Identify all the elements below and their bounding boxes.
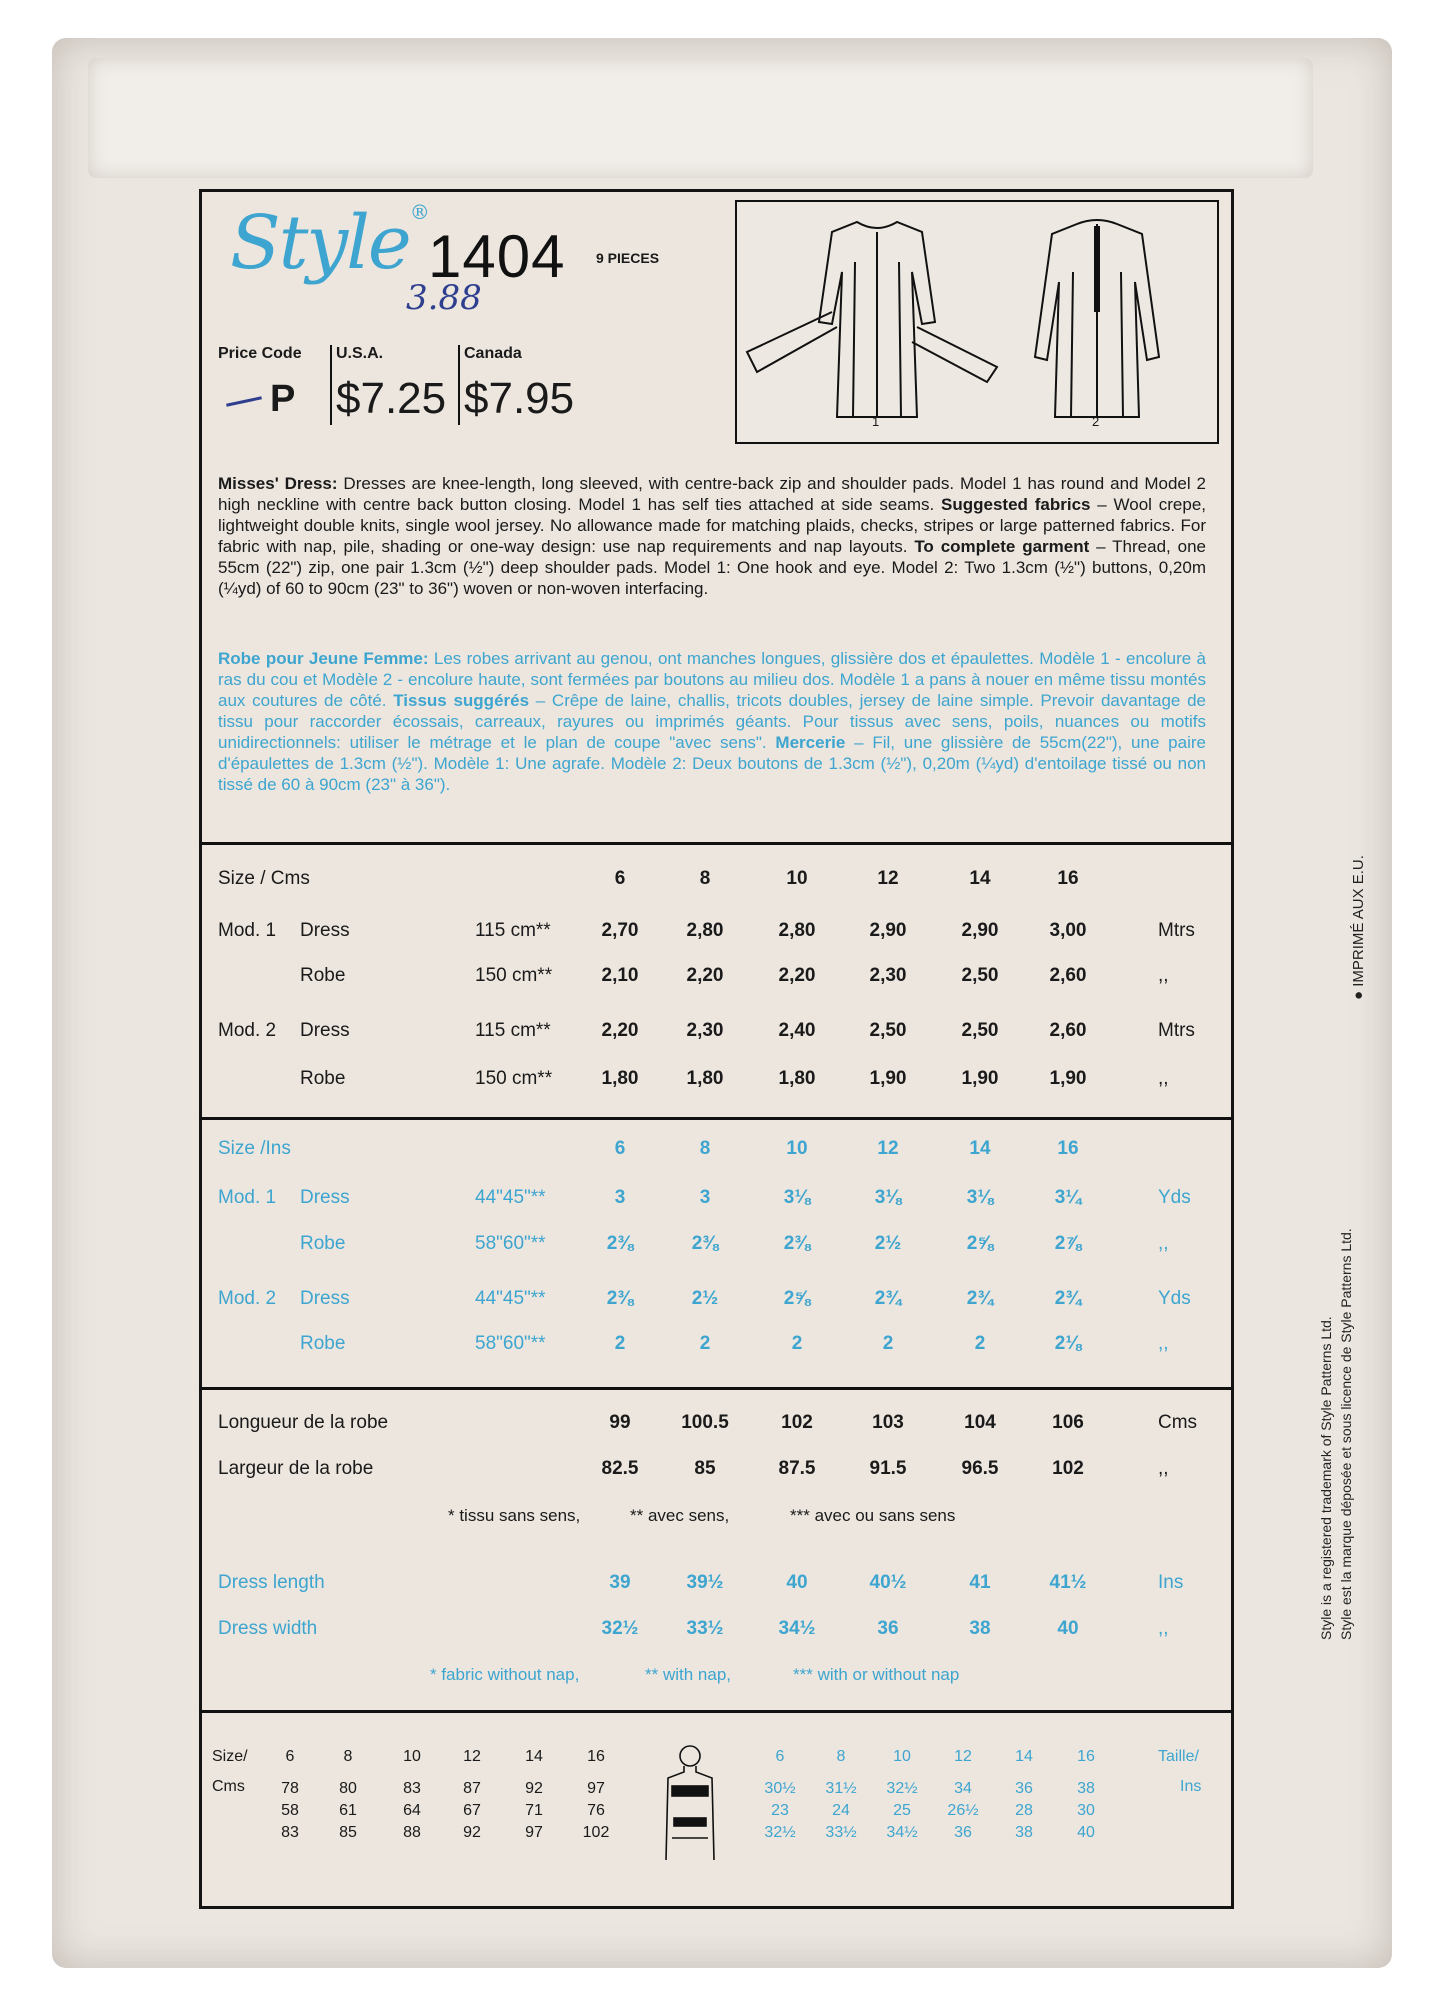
yardage-cell: 2,30 [686, 1020, 724, 1041]
item-label: Dress [300, 920, 350, 941]
french-description: Robe pour Jeune Femme: Les robes arrivant au genou, ont manches longues, glissière dos et épaulettes. Modèle 1 - encolure à ras du cou et Modèle 2 - encolure haute, sont fermées par boutons au milieu dos. Modèle 1 a pans à nouer en même tissu montés aux coutures de côté. Tissus suggérés – Crêpe de laine, challis, tricots doubles, jersey de laine simple. Prevoir davantage de tissu pour raccorder écossais, carreaux, rayures ou imprimés géants. Pour tissus avec sens, poils, nuances ou motifs unidirectionnels: utiliser le métrage et le plan de coupe "avec sens". Mercerie – Fil, une glissière de 55cm(22"), une paire d'épaulettes de 1.3cm (½"). Modèle 1: Une agrafe. Modèle 2: Deux boutons de 1.3cm (½"), 0,20m (¼yd) d'entoilage tissé ou non tissé de 60 à 90cm (23" à 36"). [218, 649, 1206, 794]
size-header-cell: 6 [614, 1138, 626, 1159]
body-measure-cell: 40 [1077, 1824, 1095, 1841]
length-cell: 33½ [686, 1618, 724, 1639]
garment-illustration-box [735, 200, 1219, 444]
model2-label: 2 [1092, 414, 1100, 429]
metric-size-label: Size / Cms [218, 868, 310, 889]
length-cell: 38 [969, 1618, 991, 1639]
yardage-cell: 2⅜ [783, 1233, 811, 1254]
yardage-cell: 2⅜ [691, 1233, 719, 1254]
fabric-width: 150 cm** [475, 1068, 553, 1089]
length-label: Longueur de la robe [218, 1412, 389, 1433]
size-header-cell: 12 [877, 868, 899, 889]
dress-sketches [737, 202, 1217, 442]
unit-label: ,, [1158, 1618, 1169, 1639]
fabric-width: 44"45"** [475, 1288, 546, 1309]
item-label: Robe [300, 1068, 346, 1089]
length-label: Dress width [218, 1618, 318, 1639]
length-cell: 41 [969, 1572, 991, 1593]
body-measure-cell: 28 [1015, 1802, 1033, 1819]
body-size-cell: 16 [1077, 1748, 1095, 1765]
fabric-width: 58"60"** [475, 1233, 546, 1254]
length-label: Largeur de la robe [218, 1458, 374, 1479]
length-label: Dress length [218, 1572, 325, 1593]
model-label: Mod. 2 [218, 1288, 277, 1309]
yardage-cell: 3⅛ [783, 1187, 811, 1208]
fabric-width: 150 cm** [475, 965, 553, 986]
size-header-cell: 6 [614, 868, 626, 889]
body-size-cell: 8 [343, 1748, 353, 1765]
length-cell: 103 [872, 1412, 904, 1433]
yardage-cell: 2 [974, 1333, 986, 1354]
yardage-cell: 2,50 [961, 965, 999, 986]
body-measure-cell: 38 [1077, 1780, 1095, 1797]
length-cell: 40 [1057, 1618, 1079, 1639]
item-label: Robe [300, 1333, 346, 1354]
yardage-cell: 2,20 [686, 965, 724, 986]
handwritten-note: 3.88 [406, 278, 482, 318]
length-cell: 82.5 [601, 1458, 639, 1479]
length-cell: 40 [786, 1572, 808, 1593]
length-cell: 102 [1052, 1458, 1084, 1479]
size-header-cell: 10 [786, 1138, 808, 1159]
body-measure-cell: 30½ [764, 1780, 796, 1797]
style-number: 1404 [428, 223, 566, 290]
figure-icon [658, 1742, 722, 1862]
section-rule [199, 1117, 1234, 1120]
length-cell: 102 [781, 1412, 813, 1433]
fr-footnote-2: ** avec sens, [630, 1506, 730, 1525]
item-label: Dress [300, 1020, 350, 1041]
section-rule [199, 1710, 1234, 1713]
yardage-cell: 3⅛ [874, 1187, 902, 1208]
body-measure-cell: 25 [893, 1802, 911, 1819]
yardage-cell: 1,80 [686, 1068, 724, 1089]
unit-label: ,, [1158, 1458, 1169, 1479]
length-cell: 39 [609, 1572, 631, 1593]
yardage-cell: 3 [699, 1187, 711, 1208]
yardage-cell: 2,50 [961, 1020, 999, 1041]
yardage-cell: 3⅛ [966, 1187, 994, 1208]
unit-label: ,, [1158, 1233, 1169, 1254]
price-code: P [270, 378, 296, 420]
yardage-cell: 3¼ [1054, 1187, 1082, 1208]
yardage-cell: 1,80 [778, 1068, 816, 1089]
model-label: Mod. 2 [218, 1020, 277, 1041]
size-header-cell: 12 [877, 1138, 899, 1159]
brand-logo: Style® [230, 200, 428, 286]
body-measure-cell: 71 [525, 1802, 543, 1819]
body-ins-label: Ins [1180, 1778, 1202, 1795]
length-cell: 41½ [1049, 1572, 1087, 1593]
length-cell: 91.5 [869, 1458, 907, 1479]
yardage-cell: 2,80 [686, 920, 724, 941]
body-measure-cell: 26½ [947, 1802, 979, 1819]
yardage-cell: 2,50 [869, 1020, 907, 1041]
english-description: Misses' Dress: Dresses are knee-length, long sleeved, with centre-back zip and shoulder pads. Model 1 has round and Model 2 high neckline with centre back button closing. Model 1 has self ties attached at side seams. Suggested fabrics – Wool crepe, lightweight double knits, single wool jersey. No allowance made for matching plaids, checks, stripes or large patterned fabrics. For fabric with nap, pile, shading or one-way design: use nap requirements and nap layouts. To complete garment – Thread, one 55cm (22") zip, one pair 1.3cm (½") deep shoulder pads. Model 1: One hook and eye. Model 2: Two 1.3cm (½") buttons, 0,20m (¼yd) of 60 to 90cm (23" to 36") woven or non-woven interfacing. [218, 474, 1207, 598]
usa-label: U.S.A. [336, 345, 384, 362]
size-header-cell: 14 [969, 868, 991, 889]
length-cell: 34½ [778, 1618, 816, 1639]
yardage-cell: 1,80 [601, 1068, 639, 1089]
yardage-cell: 2,60 [1049, 1020, 1087, 1041]
body-size-cell: 10 [403, 1748, 421, 1765]
yardage-cell: 2,30 [869, 965, 907, 986]
en-footnote-1: * fabric without nap, [430, 1665, 580, 1684]
body-measure-cell: 31½ [825, 1780, 857, 1797]
yardage-cell: 2,10 [601, 965, 639, 986]
body-measure-cell: 92 [463, 1824, 481, 1841]
length-cell: 39½ [686, 1572, 724, 1593]
yardage-cell: 2¾ [874, 1288, 902, 1309]
divider [458, 345, 460, 425]
body-measure-cell: 80 [339, 1780, 357, 1797]
fabric-width: 115 cm** [475, 1020, 551, 1041]
body-measure-cell: 33½ [825, 1824, 857, 1841]
length-cell: 40½ [869, 1572, 907, 1593]
fabric-width: 58"60"** [475, 1333, 546, 1354]
yardage-cell: 3 [614, 1187, 626, 1208]
length-cell: 36 [877, 1618, 899, 1639]
body-measure-cell: 38 [1015, 1824, 1033, 1841]
printed-in-label: ● IMPRIMÉ AUX E.U. [1350, 855, 1367, 1000]
item-label: Dress [300, 1288, 350, 1309]
yardage-cell: 1,90 [869, 1068, 907, 1089]
length-cell: 99 [609, 1412, 631, 1433]
body-measure-cell: 78 [281, 1780, 299, 1797]
yardage-cell: 3,00 [1049, 920, 1087, 941]
unit-label: Yds [1158, 1187, 1191, 1208]
body-measure-cell: 24 [832, 1802, 850, 1819]
body-size-cell: 10 [893, 1748, 911, 1765]
size-header-cell: 8 [699, 1138, 711, 1159]
unit-label: ,, [1158, 1333, 1169, 1354]
unit-label: Cms [1158, 1412, 1198, 1433]
yardage-cell: 2,40 [778, 1020, 816, 1041]
unit-label: Mtrs [1158, 920, 1195, 941]
price-code-label: Price Code [218, 345, 302, 362]
imperial-size-label: Size /Ins [218, 1138, 291, 1159]
body-measure-cell: 83 [281, 1824, 299, 1841]
size-header-cell: 16 [1057, 868, 1079, 889]
yardage-cell: 2 [614, 1333, 626, 1354]
body-measure-cell: 87 [463, 1780, 481, 1797]
body-size-cell: 6 [285, 1748, 295, 1765]
body-size-cell: 12 [954, 1748, 972, 1765]
unit-label: ,, [1158, 965, 1169, 986]
body-measure-cell: 102 [582, 1824, 610, 1841]
body-size-cell: 14 [1015, 1748, 1033, 1765]
body-measure-cell: 32½ [886, 1780, 918, 1797]
yardage-cell: 2 [699, 1333, 711, 1354]
unit-label: Mtrs [1158, 1020, 1195, 1041]
en-footnote-2: ** with nap, [645, 1665, 731, 1684]
yardage-cell: 1,90 [1049, 1068, 1087, 1089]
model-label: Mod. 1 [218, 920, 277, 941]
yardage-cell: 2¾ [966, 1288, 994, 1309]
item-label: Dress [300, 1187, 350, 1208]
yardage-cell: 2,90 [869, 920, 907, 941]
divider [330, 345, 332, 425]
yardage-cell: 2,90 [961, 920, 999, 941]
body-measure-cell: 97 [587, 1780, 605, 1797]
yardage-cell: 2⅜ [606, 1288, 634, 1309]
length-cell: 106 [1052, 1412, 1084, 1433]
body-measure-cell: 85 [339, 1824, 357, 1841]
unit-label: Ins [1158, 1572, 1184, 1593]
pieces-count: 9 PIECES [596, 250, 660, 266]
item-label: Robe [300, 965, 346, 986]
item-label: Robe [300, 1233, 346, 1254]
yardage-cell: 2,20 [778, 965, 816, 986]
body-taille-label: Taille/ [1158, 1748, 1199, 1765]
yardage-cell: 2⅛ [1054, 1333, 1082, 1354]
body-measure-cell: 36 [954, 1824, 972, 1841]
body-measure-cell: 36 [1015, 1780, 1033, 1797]
body-measure-cell: 32½ [764, 1824, 796, 1841]
fr-footnote-3: *** avec ou sans sens [790, 1506, 956, 1525]
body-measure-cell: 34½ [886, 1824, 918, 1841]
length-cell: 87.5 [778, 1458, 816, 1479]
body-measure-cell: 23 [771, 1802, 789, 1819]
fabric-width: 44"45"** [475, 1187, 546, 1208]
envelope-flap [88, 58, 1313, 178]
body-measure-cell: 64 [403, 1802, 421, 1819]
yardage-cell: 2⅞ [1054, 1233, 1082, 1254]
trademark-line-2: Style est la marque déposée et sous licence de Style Patterns Ltd. [1338, 1228, 1354, 1640]
section-rule [199, 842, 1234, 845]
usa-price: $7.25 [336, 374, 447, 423]
canada-price: $7.95 [464, 374, 575, 423]
body-measure-cell: 67 [463, 1802, 481, 1819]
size-header-cell: 8 [699, 868, 711, 889]
trademark-line-1: Style is a registered trademark of Style Patterns Ltd. [1318, 1316, 1334, 1640]
fabric-width: 115 cm** [475, 920, 551, 941]
body-measure-cell: 34 [954, 1780, 972, 1797]
yardage-cell: 2,70 [601, 920, 639, 941]
model1-label: 1 [872, 414, 880, 429]
body-size-cell: 12 [463, 1748, 481, 1765]
body-measure-cell: 92 [525, 1780, 543, 1797]
length-cell: 100.5 [681, 1412, 729, 1433]
body-measure-cell: 83 [403, 1780, 421, 1797]
canada-label: Canada [464, 345, 522, 362]
yardage-cell: 2 [791, 1333, 803, 1354]
yardage-cell: 2,60 [1049, 965, 1087, 986]
body-size-label: Size/ [212, 1748, 248, 1765]
body-cms-label: Cms [212, 1778, 245, 1795]
yardage-cell: 2,80 [778, 920, 816, 941]
size-header-cell: 14 [969, 1138, 991, 1159]
body-measure-cell: 58 [281, 1802, 299, 1819]
size-header-cell: 16 [1057, 1138, 1079, 1159]
unit-label: Yds [1158, 1288, 1191, 1309]
body-measure-cell: 97 [525, 1824, 543, 1841]
yardage-cell: 2½ [874, 1233, 902, 1254]
body-size-cell: 6 [775, 1748, 785, 1765]
unit-label: ,, [1158, 1068, 1169, 1089]
yardage-cell: 2⅝ [966, 1233, 994, 1254]
length-cell: 104 [964, 1412, 996, 1433]
yardage-cell: 2 [882, 1333, 894, 1354]
yardage-cell: 2⅝ [783, 1288, 811, 1309]
yardage-cell: 2¾ [1054, 1288, 1082, 1309]
body-size-cell: 8 [836, 1748, 846, 1765]
body-measure-cell: 61 [339, 1802, 357, 1819]
en-footnote-3: *** with or without nap [793, 1665, 960, 1684]
yardage-cell: 2,20 [601, 1020, 639, 1041]
body-measure-cell: 76 [587, 1802, 605, 1819]
body-measure-cell: 88 [403, 1824, 421, 1841]
yardage-cell: 2⅜ [606, 1233, 634, 1254]
model-label: Mod. 1 [218, 1187, 277, 1208]
pattern-back-sheet [199, 189, 1234, 1909]
size-header-cell: 10 [786, 868, 808, 889]
yardage-cell: 2½ [691, 1288, 719, 1309]
body-size-cell: 16 [587, 1748, 605, 1765]
length-cell: 85 [694, 1458, 716, 1479]
body-size-cell: 14 [525, 1748, 543, 1765]
length-cell: 96.5 [961, 1458, 999, 1479]
length-cell: 32½ [601, 1618, 639, 1639]
body-measure-cell: 30 [1077, 1802, 1095, 1819]
fr-footnote-1: * tissu sans sens, [448, 1506, 581, 1525]
section-rule [199, 1387, 1234, 1390]
yardage-cell: 1,90 [961, 1068, 999, 1089]
